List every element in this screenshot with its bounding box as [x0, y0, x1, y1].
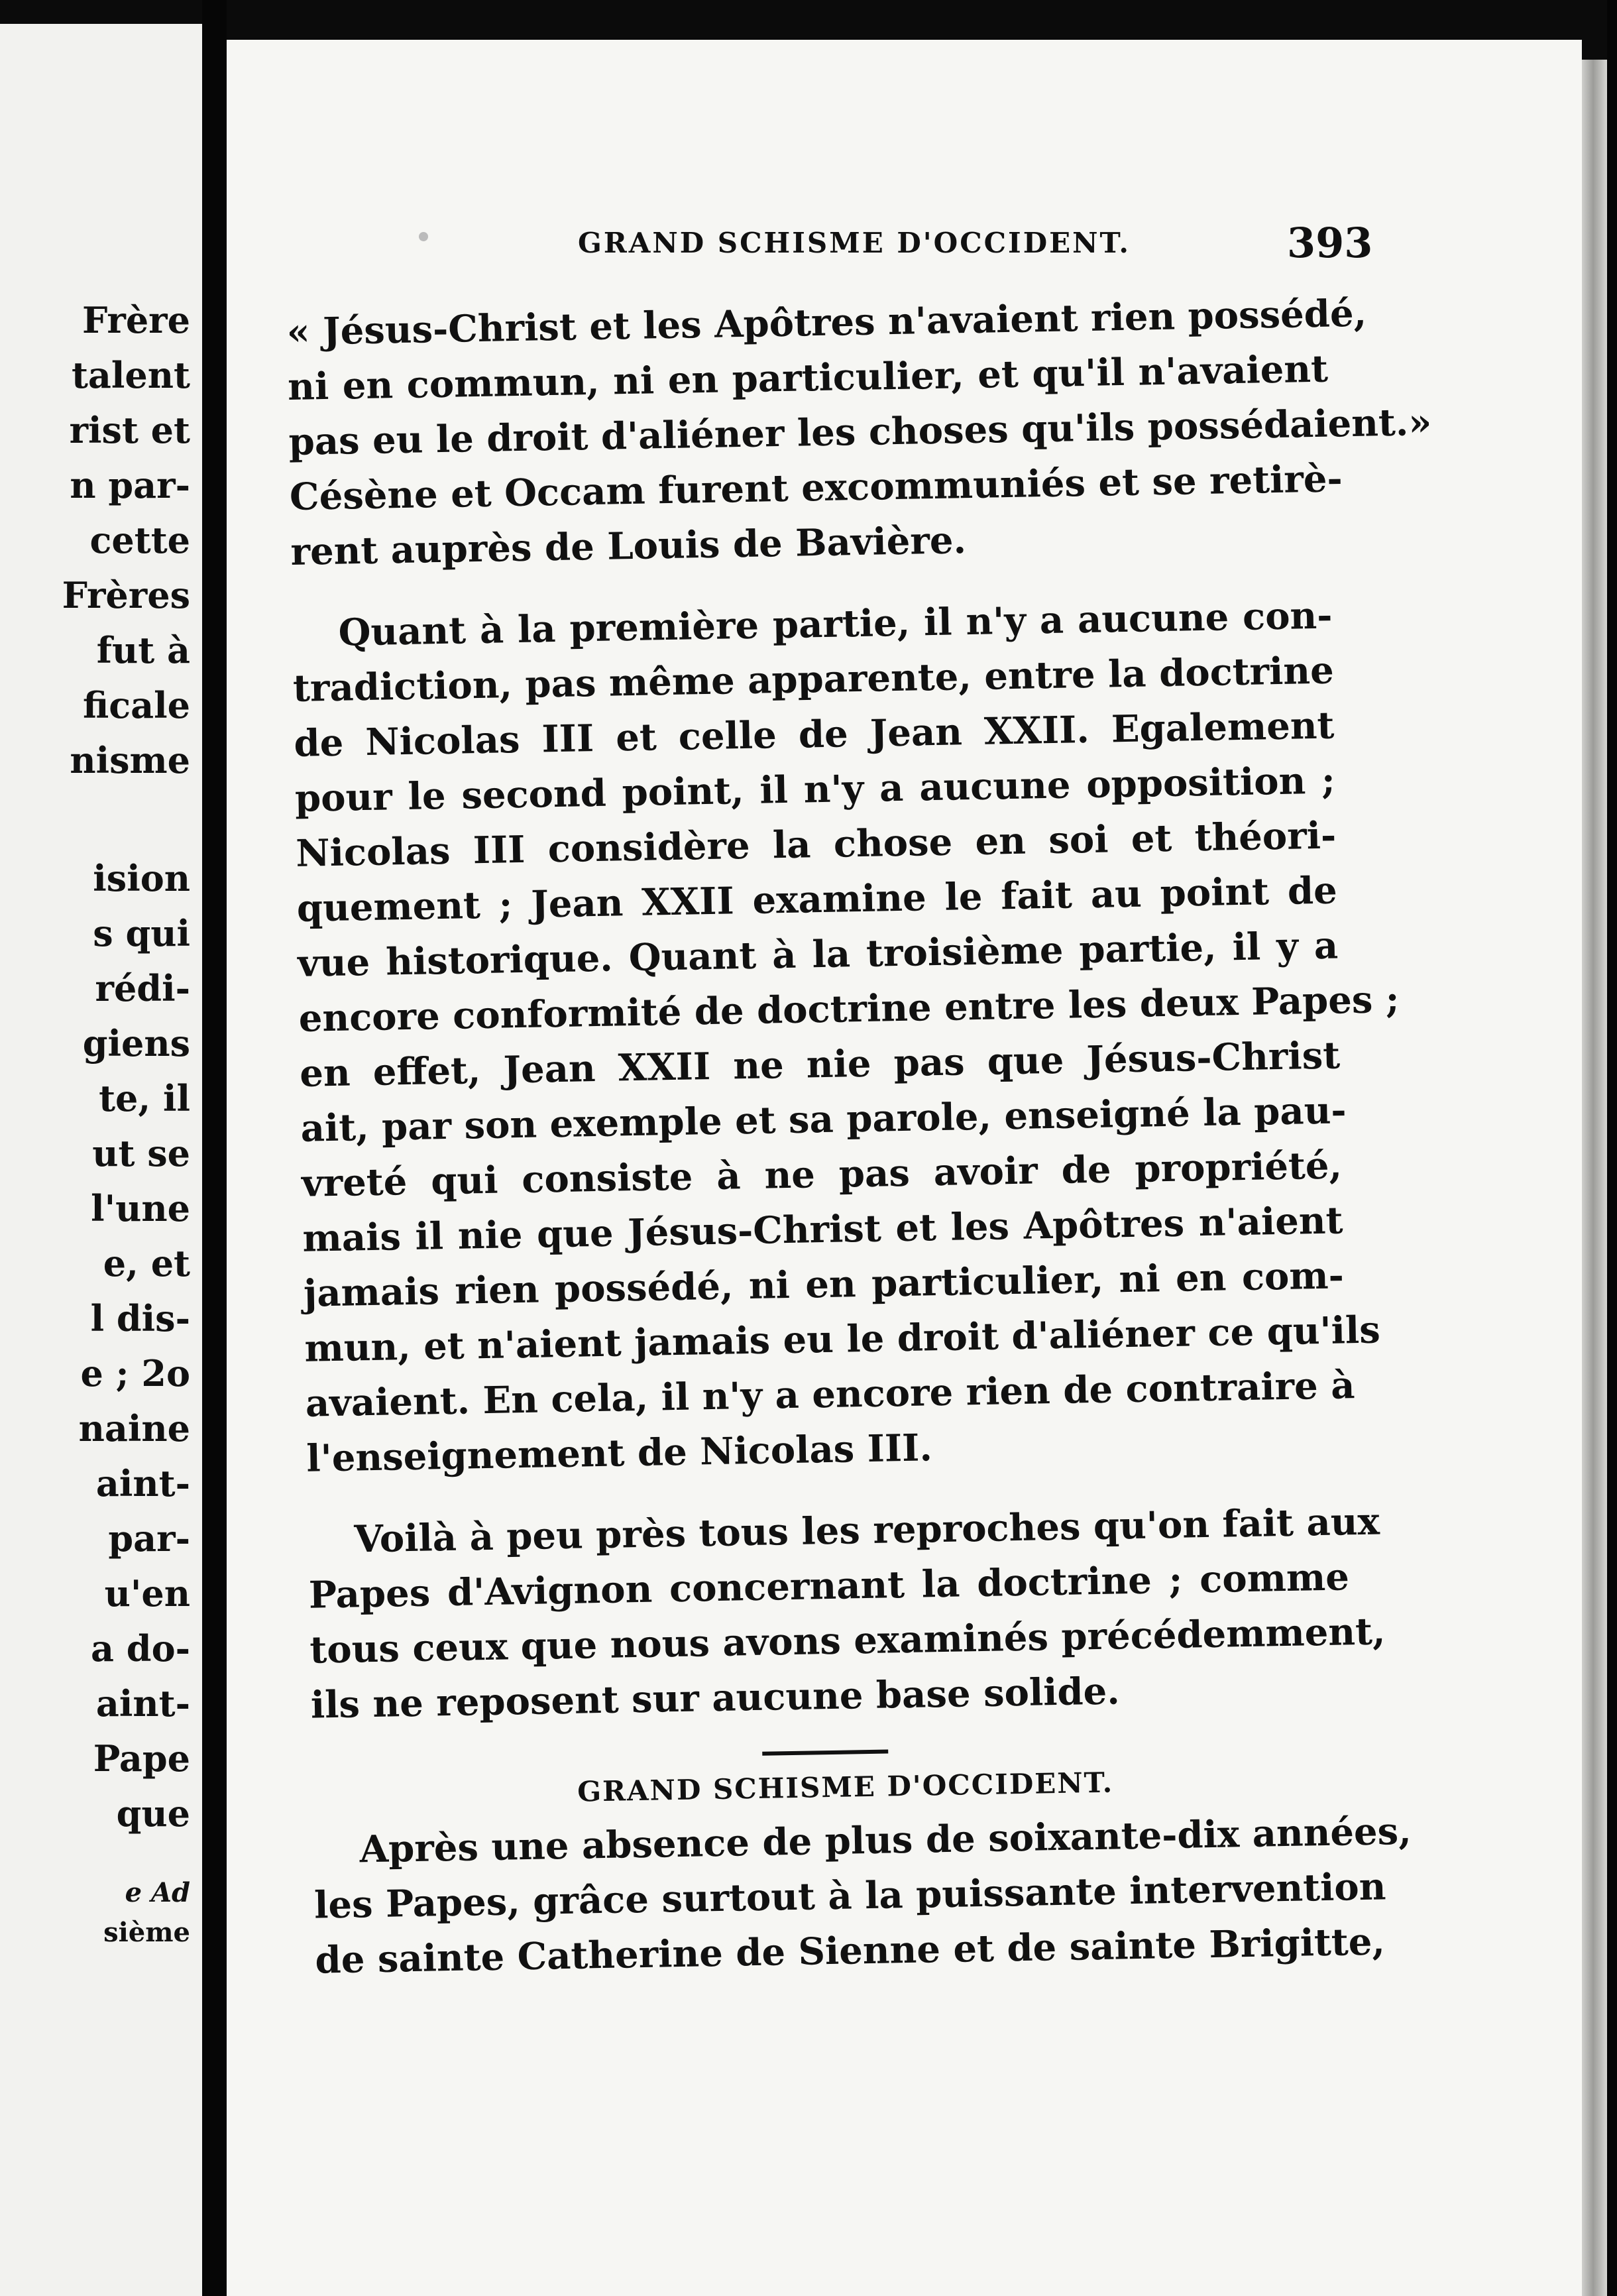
text-line: Césène et Occam furent excommuniés et se retirè- [289, 457, 1343, 519]
left-page-fragment: u'en [104, 1572, 190, 1615]
text-line: Nicolas III considère la chose en soi et théori- [295, 813, 1337, 876]
left-page-fragment: e ; 2o [80, 1352, 190, 1395]
left-page-fragment: giens [82, 1022, 190, 1064]
text-line: rent auprès de Louis de Bavière. [290, 518, 967, 574]
left-page-fragment: naine [78, 1407, 190, 1450]
left-page-fragment: que [116, 1792, 190, 1835]
text-line: ni en commun, ni en particulier, et qu'il n'avaient [287, 347, 1329, 409]
section-divider [762, 1749, 888, 1755]
page-stack-edge [1582, 60, 1607, 2296]
left-page-fragment: ut se [92, 1132, 190, 1175]
text-line: Voilà à peu près tous les reproches qu'on fait aux [353, 1499, 1380, 1562]
text-line: de Nicolas III et celle de Jean XXII. Egalement [293, 703, 1335, 766]
text-line: pas eu le droit d'aliéner les choses qu'ils possédaient.» [288, 400, 1432, 464]
text-line: Après une absence de plus de soixante-dix années, [359, 1809, 1412, 1872]
left-page-fragment: a do- [91, 1627, 190, 1670]
book-gutter [202, 0, 227, 2296]
section-title: GRAND SCHISME D'OCCIDENT. [577, 1766, 1114, 1808]
left-page-fragment: aint- [95, 1682, 190, 1725]
text-line: quement ; Jean XXII examine le fait au point de [296, 868, 1338, 931]
text-line: mais il nie que Jésus-Christ et les Apôtres n'aient [302, 1198, 1343, 1261]
page-number: 393 [1287, 219, 1373, 267]
text-line: en effet, Jean XXII ne nie pas que Jésus-Christ [299, 1033, 1341, 1096]
left-page-fragment: Pape [93, 1737, 190, 1780]
page-header [227, 213, 1373, 273]
left-page-fragment: Frères [62, 574, 190, 616]
left-page-fragment: n par- [70, 464, 190, 506]
left-page-fragment: ision [93, 857, 190, 899]
left-page-fragment: cette [89, 519, 190, 561]
left-page-fragment: ficale [83, 684, 190, 726]
left-page-footnote: sième [103, 1917, 190, 1948]
text-line: les Papes, grâce surtout à la puissante intervention [313, 1865, 1386, 1927]
text-line: de sainte Catherine de Sienne et de sainte Brigitte, [315, 1920, 1386, 1982]
left-page-fragment: l dis- [90, 1297, 190, 1340]
text-line: ils ne reposent sur aucune base solide. [310, 1669, 1121, 1727]
text-line: avaient. En cela, il n'y a encore rien de contraire à [305, 1363, 1356, 1426]
left-page-fragment: te, il [99, 1077, 190, 1119]
text-line: jamais rien possédé, ni en particulier, ni en com- [303, 1253, 1345, 1316]
text-line: vue historique. Quant à la troisième partie, il y a [297, 923, 1339, 986]
left-page-fragment: aint- [95, 1462, 190, 1505]
left-page-fragment: e, et [103, 1242, 190, 1285]
scan-border [1607, 0, 1617, 2296]
text-line: encore conformité de doctrine entre les deux Papes ; [298, 977, 1400, 1041]
left-page-fragment: talent [71, 354, 190, 396]
left-page-fragment: rist et [69, 409, 190, 451]
text-line: Papes d'Avignon concernant la doctrine ; comme [308, 1555, 1350, 1617]
left-page-fragment: par- [108, 1517, 190, 1560]
left-page-fragment: rédi- [95, 967, 190, 1009]
text-line: mun, et n'aient jamais eu le droit d'aliéner ce qu'ils [304, 1308, 1381, 1371]
text-line: tradiction, pas même apparente, entre la doctrine [292, 648, 1335, 711]
text-line: Quant à la première partie, il n'y a aucune con- [338, 593, 1333, 655]
left-page-fragment: s qui [93, 912, 190, 954]
left-page [0, 24, 202, 2296]
left-page-fragment: fut à [96, 629, 190, 671]
left-page-footnote: e Ad [125, 1877, 190, 1908]
right-page [227, 40, 1582, 2296]
text-line: tous ceux que nous avons examinés précédemment, [309, 1609, 1386, 1672]
text-line: ait, par son exemple et sa parole, enseigné la pau- [300, 1088, 1347, 1151]
text-line: l'enseignement de Nicolas III. [306, 1426, 933, 1481]
text-line: pour le second point, il n'y a aucune opposition ; [294, 758, 1336, 821]
left-page-fragment: Frère [82, 299, 190, 341]
text-line: « Jésus-Christ et les Apôtres n'avaient rien possédé, [286, 291, 1367, 354]
running-head: GRAND SCHISME D'OCCIDENT. [578, 227, 1131, 259]
body-text [286, 282, 1582, 1988]
left-page-fragment: l'une [91, 1187, 190, 1230]
text-line: vreté qui consiste à ne pas avoir de propriété, [301, 1143, 1343, 1206]
left-page-fragment: nisme [70, 739, 190, 781]
